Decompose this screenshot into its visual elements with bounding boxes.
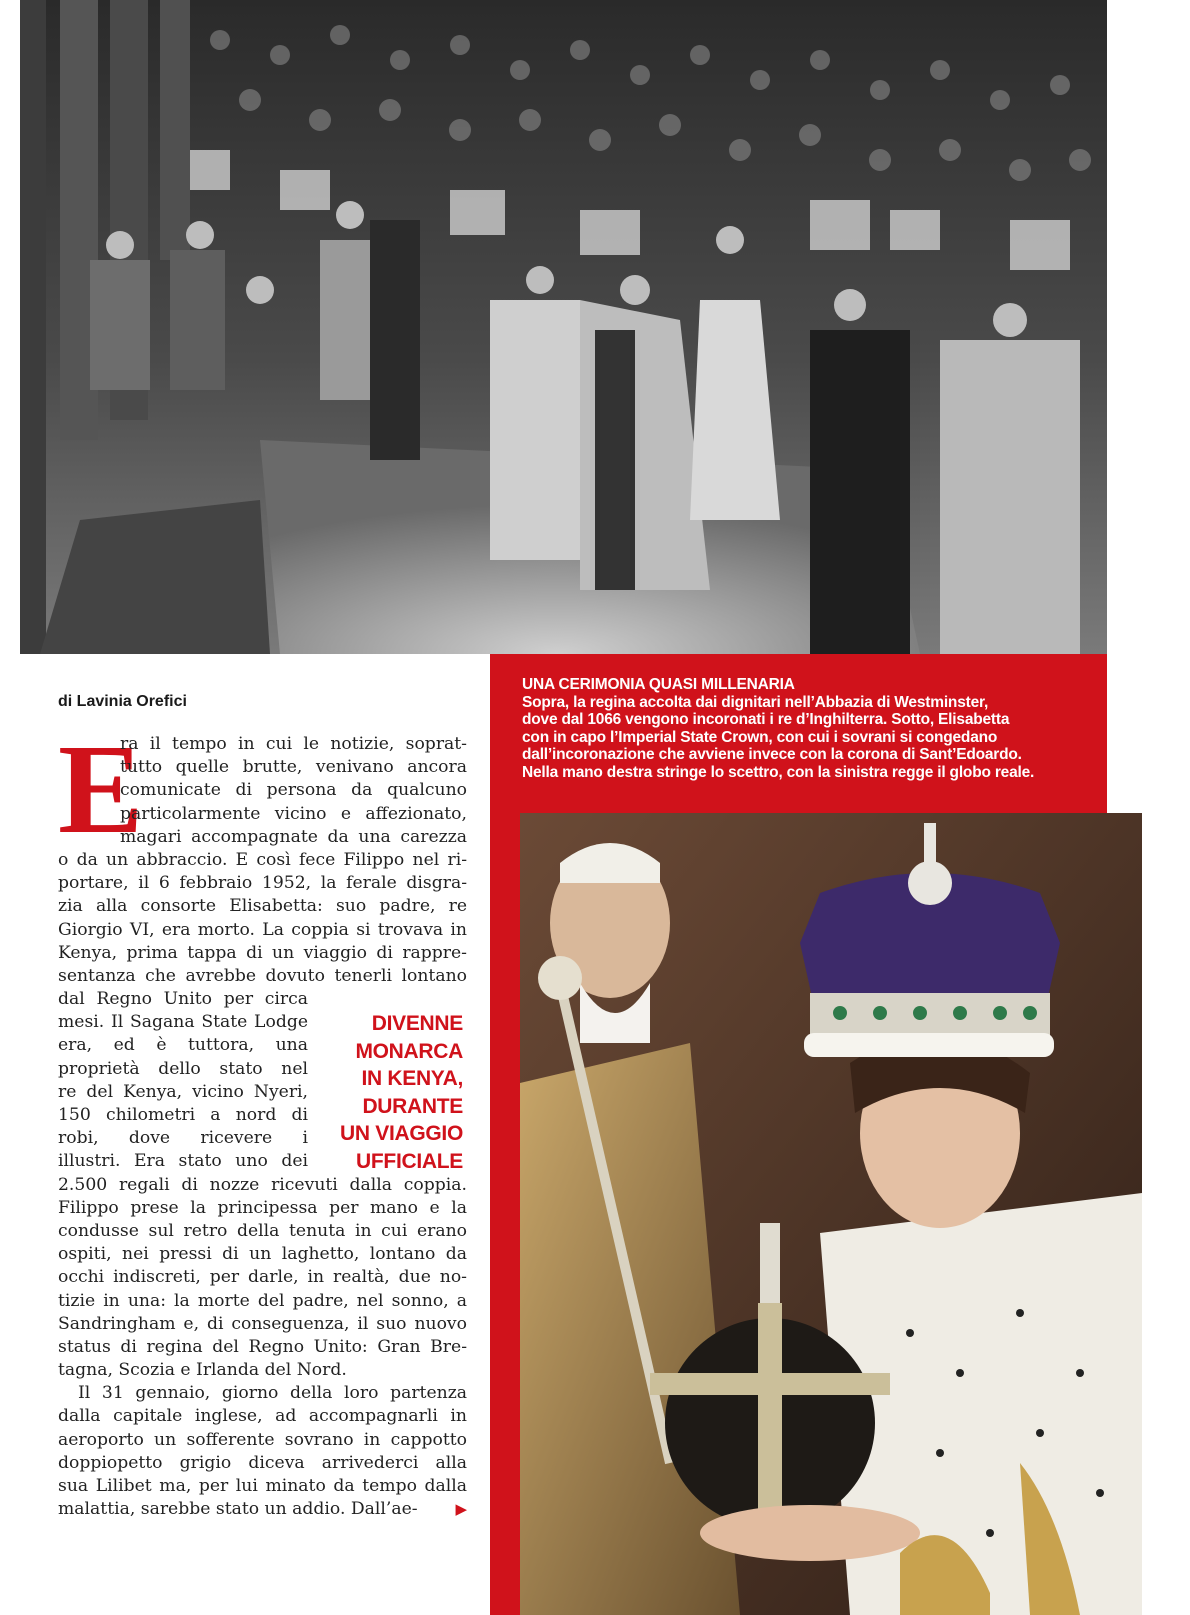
bottom-photo [520, 813, 1142, 1615]
article-line: comunicate di persona da qualcuno [120, 780, 467, 801]
caption-line: Nella mano destra stringe lo scettro, con la sinistra regge il globo reale. [522, 763, 1035, 781]
article-line: illustri. Era stato uno dei [58, 1151, 308, 1172]
article-line: aeroporto un sofferente sovrano in cappotto [58, 1429, 467, 1450]
article-line: tizie in una: la morte del padre, nel sonno, a [58, 1290, 467, 1311]
article-line: occhi indiscreti, per darle, in realtà, due no- [58, 1267, 467, 1288]
pull-quote-line: DURANTE [362, 1094, 463, 1118]
article-line: ra il tempo in cui le notizie, soprat- [120, 734, 467, 754]
article-line: status di regina del Regno Unito: Gran Bre- [58, 1336, 467, 1357]
article-line: portare, il 6 febbraio 1952, la ferale disgra- [58, 873, 467, 894]
continue-arrow-icon: ▶ [455, 1500, 467, 1519]
article-line: Kenya, prima tappa di un viaggio di rappre- [58, 942, 467, 963]
article-line: doppiopetto grigio diceva arrivederci alla [58, 1452, 467, 1473]
article-line: malattia, sarebbe stato un addio. Dall’ae- [58, 1499, 418, 1520]
pull-quote [330, 1010, 463, 1176]
article-line: tagna, Scozia e Irlanda del Nord. [58, 1360, 347, 1381]
article-line: mesi. Il Sagana State Lodge [58, 1012, 308, 1033]
pull-quote-line: MONARCA [355, 1039, 463, 1063]
byline: di Lavinia Orefici [58, 693, 187, 710]
article-line: Filippo prese la principessa per mano e la [58, 1197, 467, 1218]
caption-line: Sopra, la regina accolta dai dignitari nell’Abbazia di Westminster, [522, 693, 989, 711]
article-line: zia alla consorte Elisabetta: suo padre, re [58, 896, 467, 917]
caption-line: dall’incoronazione che avviene invece con la corona di Sant’Edoardo. [522, 746, 1022, 763]
pull-quote-line: UFFICIALE [356, 1149, 463, 1173]
article-line: proprietà dello stato nel [58, 1058, 308, 1079]
article-line: era, ed è tuttora, una [58, 1035, 308, 1056]
caption-line: con in capo l’Imperial State Crown, con cui i sovrani si congedano [522, 728, 998, 746]
pull-quote-line: DIVENNE [371, 1012, 463, 1035]
caption-line: dove dal 1066 vengono incoronati i re d’Inghilterra. Sotto, Elisabetta [522, 711, 1010, 728]
article-line: sentanza che avrebbe dovuto tenerli lontano [58, 965, 467, 986]
top-photo [20, 0, 1107, 654]
article-line: Sandringham e, di conseguenza, il suo nuovo [58, 1313, 467, 1334]
drop-cap: E [58, 718, 144, 860]
article-line: 2.500 regali di nozze ricevuti dalla coppia. [58, 1174, 467, 1195]
article-line: o da un abbraccio. E così fece Filippo nel ri- [58, 849, 467, 870]
photo-caption [522, 676, 1092, 781]
article-line: dalla capitale inglese, ad accompagnarli in [58, 1406, 467, 1427]
article-last-line [58, 1498, 467, 1521]
article-line: sua Lilibet ma, per lui minato da tempo dalla [58, 1476, 467, 1496]
article-line: ospiti, nei pressi di un laghetto, lontano da [58, 1244, 467, 1265]
article-line: Il 31 gennaio, giorno della loro partenza [78, 1383, 467, 1404]
caption-title: UNA CERIMONIA QUASI MILLENARIA [522, 676, 795, 693]
article-line: condusse sul retro della tenuta in cui erano [58, 1220, 467, 1241]
article-line: robi, dove ricevere i [58, 1128, 308, 1149]
article-line: re del Kenya, vicino Nyeri, [58, 1081, 308, 1102]
pull-quote-line: IN KENYA, [361, 1067, 463, 1091]
article-line: magari accompagnate da una carezza [120, 826, 467, 847]
article-line: dal Regno Unito per circa [58, 989, 308, 1010]
pull-quote-line: UN VIAGGIO [339, 1122, 463, 1146]
article-line: tutto quelle brutte, venivano ancora [120, 757, 467, 778]
article-line: Giorgio VI, era morto. La coppia si trovava in [58, 919, 467, 940]
article-line: particolarmente vicino e affezionato, [120, 803, 467, 824]
article-line: 150 chilometri a nord di [58, 1105, 308, 1125]
